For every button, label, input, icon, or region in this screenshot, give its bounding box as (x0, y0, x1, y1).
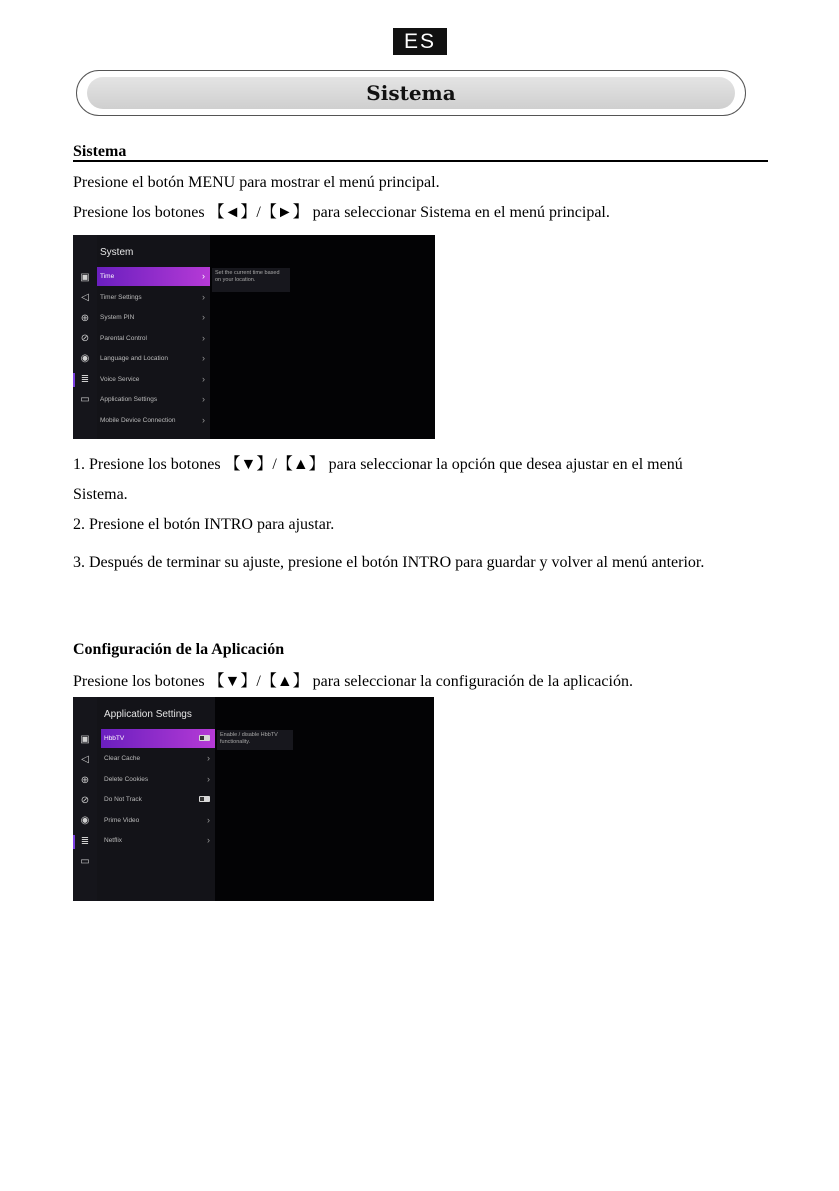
toggle-switch[interactable] (199, 735, 210, 741)
language-badge: ES (393, 28, 447, 55)
icon-rail (73, 697, 97, 901)
help-tooltip: Enable / disable HbbTV functionality. (217, 730, 293, 750)
settings-panel (97, 235, 210, 439)
accessibility-icon: ◉ (80, 353, 90, 364)
menu-item-application-settings[interactable] (97, 390, 210, 409)
menu-item-do-not-track[interactable] (101, 790, 215, 809)
section-banner (76, 70, 746, 116)
instruction-step-3: 3. Después de terminar su ajuste, presione el botón INTRO para guardar y volver al menú anterior. (73, 554, 705, 571)
menu-item-label: Application Settings (100, 396, 158, 403)
picture-icon: ▣ (80, 734, 90, 745)
chevron-right-icon: › (202, 394, 205, 404)
menu-item-label: Delete Cookies (104, 776, 149, 783)
accessibility-icon: ◉ (80, 815, 90, 826)
support-icon: ▭ (80, 856, 90, 867)
chevron-right-icon: › (207, 774, 210, 784)
menu-item-label: Clear Cache (104, 755, 141, 762)
chevron-right-icon: › (202, 415, 205, 425)
menu-item-label: System PIN (100, 314, 135, 321)
instruction-step-2: 2. Presione el botón INTRO para ajustar. (73, 516, 335, 533)
menu-item-voice-service[interactable] (97, 370, 210, 389)
application-settings-screenshot (73, 697, 434, 901)
menu-item-hbbtv[interactable] (101, 729, 215, 748)
menu-item-label: Mobile Device Connection (100, 417, 176, 424)
menu-item-clear-cache[interactable] (101, 749, 215, 768)
menu-item-label: Voice Service (100, 376, 140, 383)
banner-title: Sistema (366, 81, 456, 105)
menu-item-system-pin[interactable] (97, 308, 210, 327)
menu-item-netflix[interactable] (101, 831, 215, 850)
instruction-select-app-config: Presione los botones 【▼】/【▲】 para seleccionar la configuración de la aplicación. (73, 673, 633, 690)
instruction-step-1a: 1. Presione los botones 【▼】/【▲】 para seleccionar la opción que desea ajustar en el menú (73, 456, 683, 473)
chevron-right-icon: › (207, 835, 210, 845)
menu-item-prime-video[interactable] (101, 811, 215, 830)
section-heading-app-config: Configuración de la Aplicación (73, 641, 285, 658)
chevron-right-icon: › (202, 353, 205, 363)
menu-item-label: Language and Location (100, 355, 168, 362)
chevron-right-icon: › (202, 292, 205, 302)
blocked-icon: ⊘ (80, 795, 90, 806)
chevron-right-icon: › (202, 271, 205, 281)
instruction-select-system: Presione los botones 【◄】/【►】 para seleccionar Sistema en el menú principal. (73, 204, 610, 221)
panel-title: System (100, 247, 134, 258)
toggle-switch[interactable] (199, 796, 210, 802)
section-banner-inner (87, 77, 735, 109)
chevron-right-icon: › (202, 333, 205, 343)
chevron-right-icon: › (202, 374, 205, 384)
menu-item-language-location[interactable] (97, 349, 210, 368)
settings-panel (97, 697, 215, 901)
menu-item-label: Do Not Track (104, 796, 142, 803)
instruction-step-1b: Sistema. (73, 486, 128, 503)
picture-icon: ▣ (80, 272, 90, 283)
icon-rail (73, 235, 97, 439)
chevron-right-icon: › (207, 815, 210, 825)
panel-title: Application Settings (104, 709, 192, 720)
menu-item-label: Prime Video (104, 817, 140, 824)
support-icon: ▭ (80, 394, 90, 405)
menu-item-timer-settings[interactable] (97, 288, 210, 307)
heading-rule (73, 160, 768, 162)
sound-icon: ◁ (81, 754, 89, 765)
menu-item-label: Timer Settings (100, 294, 142, 301)
selected-marker (73, 373, 75, 387)
network-icon: ⊕ (80, 775, 90, 786)
chevron-right-icon: › (207, 753, 210, 763)
menu-item-label: Netflix (104, 837, 123, 844)
section-heading-sistema: Sistema (73, 143, 127, 160)
selected-marker (73, 835, 75, 849)
menu-item-delete-cookies[interactable] (101, 770, 215, 789)
network-icon: ⊕ (80, 313, 90, 324)
menu-item-label: Parental Control (100, 335, 147, 342)
menu-item-parental-control[interactable] (97, 329, 210, 348)
chevron-right-icon: › (202, 312, 205, 322)
instruction-menu: Presione el botón MENU para mostrar el menú principal. (73, 174, 440, 191)
sound-icon: ◁ (81, 292, 89, 303)
menu-item-label: HbbTV (104, 735, 125, 742)
help-tooltip: Set the current time based on your location. (212, 268, 290, 292)
menu-item-time[interactable] (97, 267, 210, 286)
menu-item-label: Time (100, 273, 115, 280)
blocked-icon: ⊘ (80, 333, 90, 344)
system-menu-screenshot (73, 235, 435, 439)
system-icon: ≣ (80, 374, 90, 385)
menu-item-mobile-device-connection[interactable] (97, 411, 210, 430)
system-icon: ≣ (80, 836, 90, 847)
